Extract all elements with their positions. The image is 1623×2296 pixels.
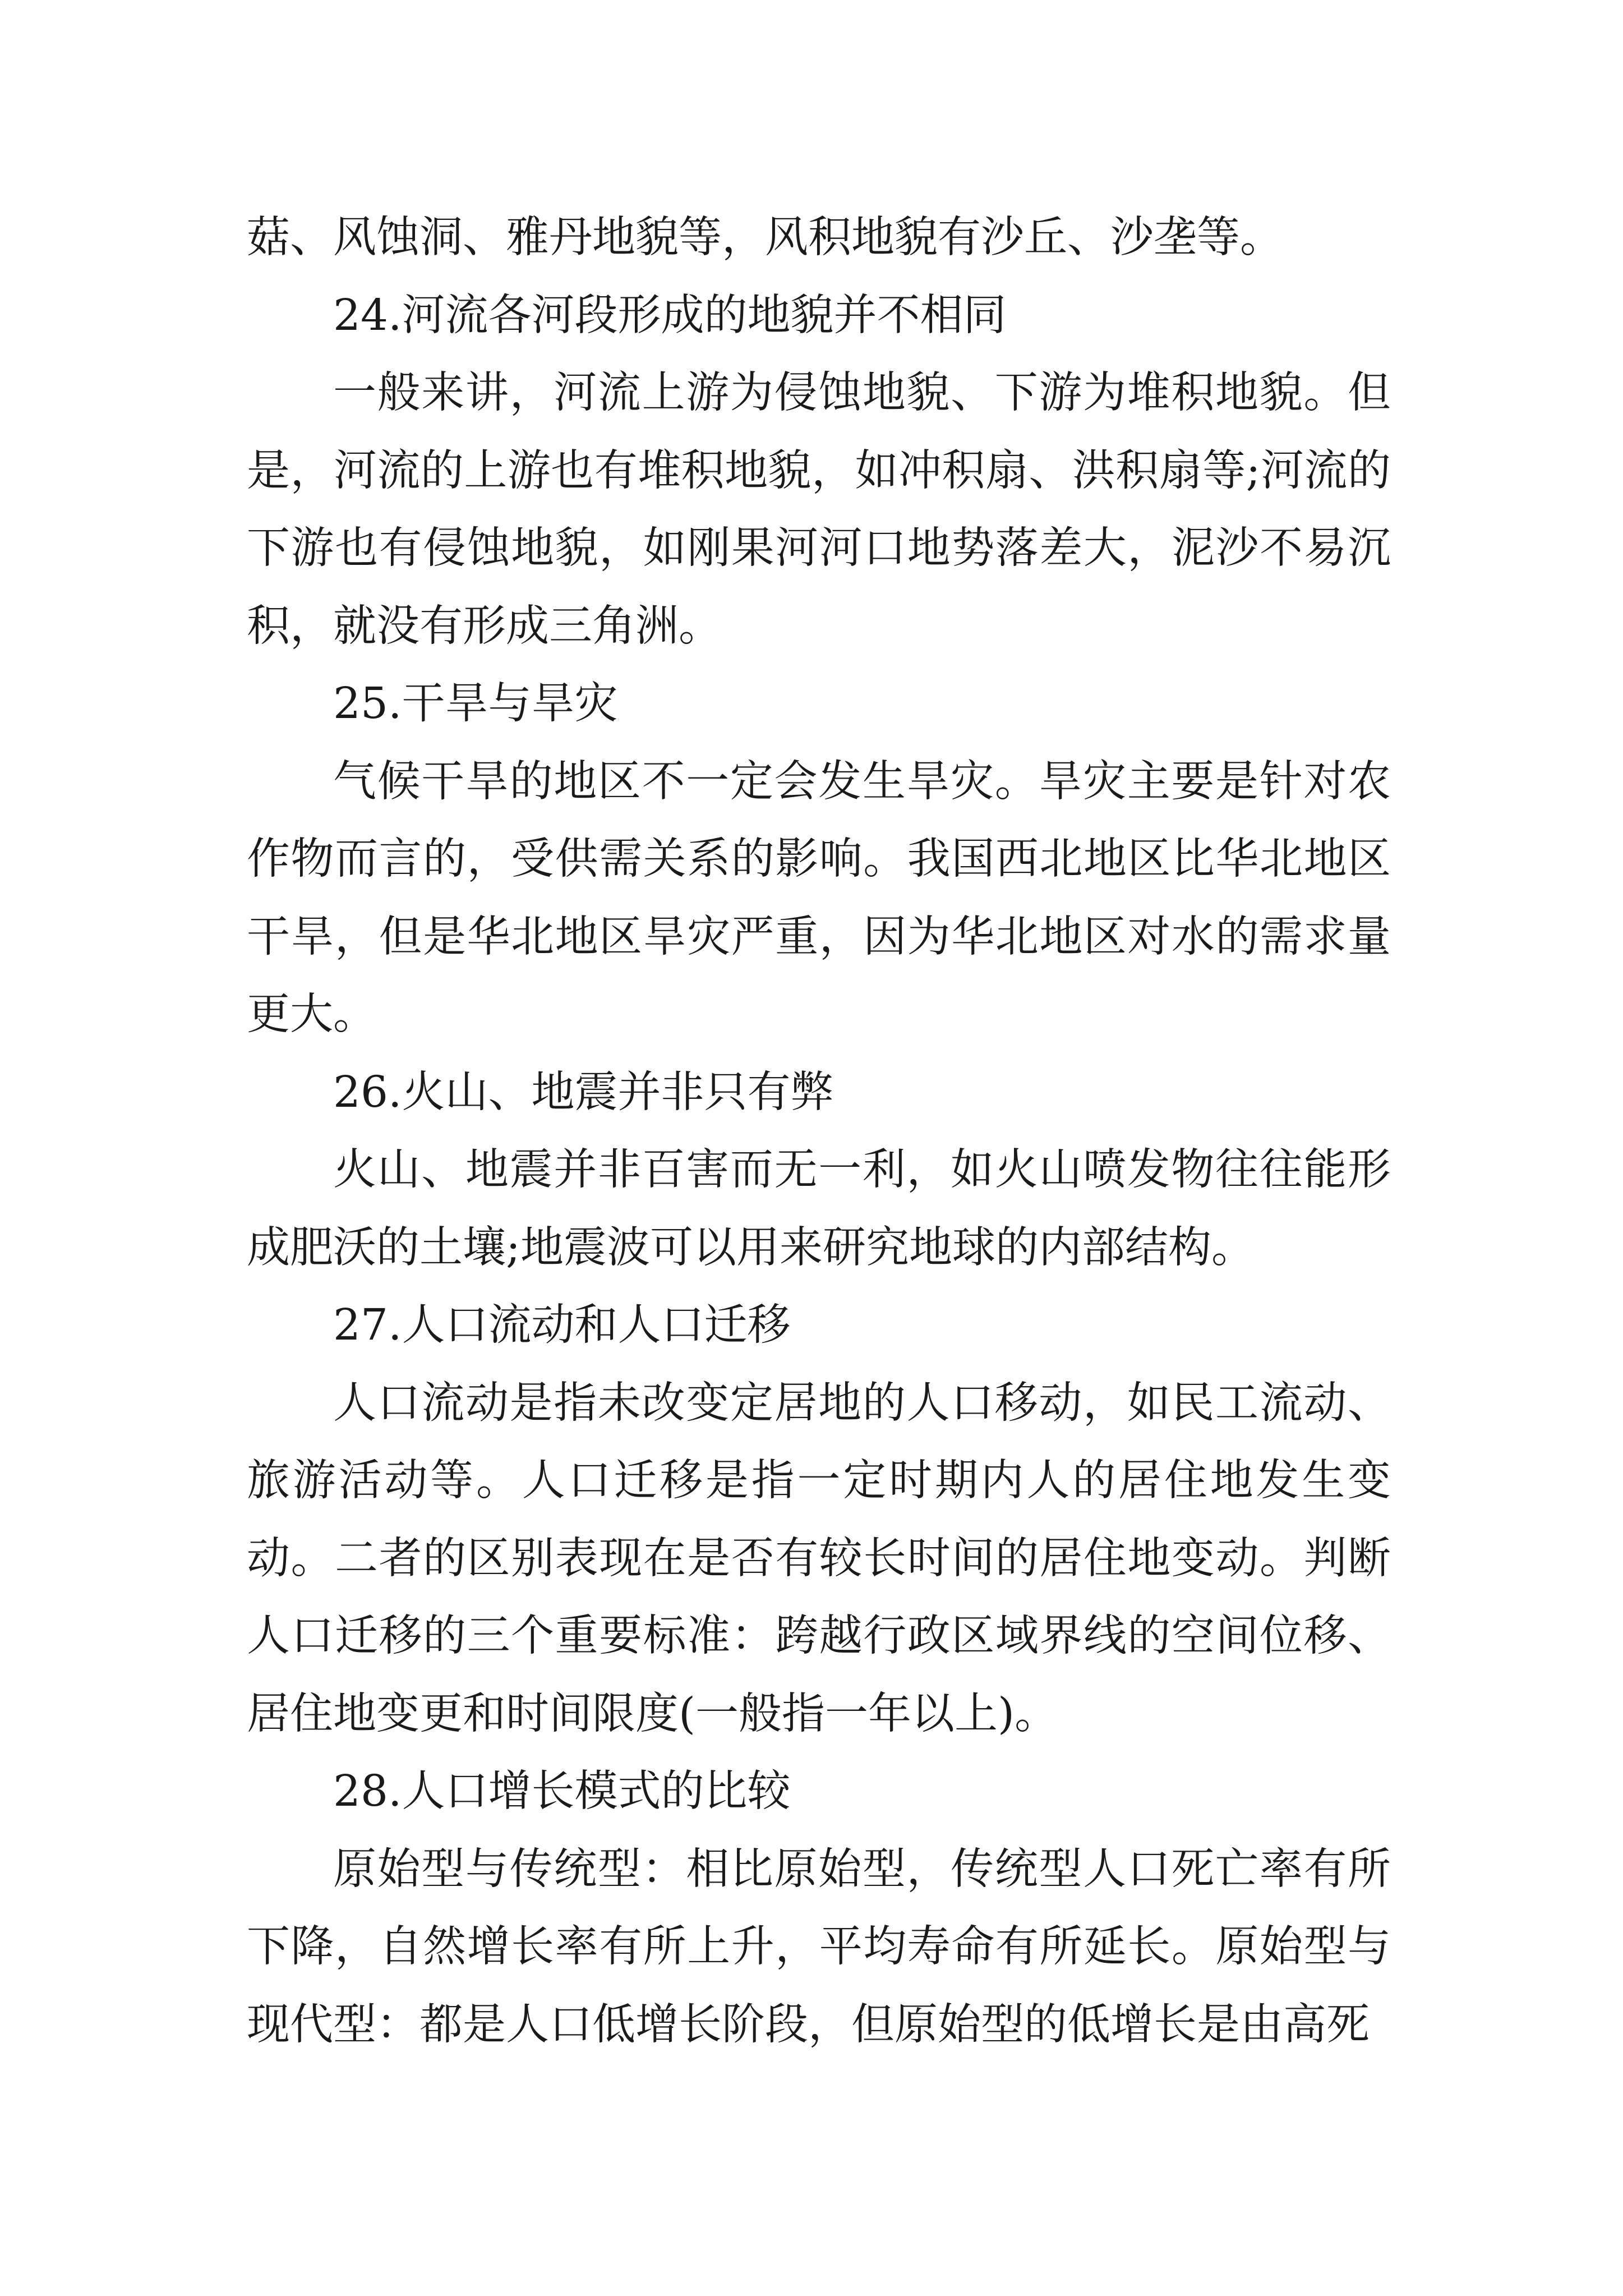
- paragraph-volcano-earthquake: 火山、地震并非百害而无一利，如火山喷发物往往能形成肥沃的土壤;地震波可以用来研究地球的内部结构。: [247, 1145, 1391, 1273]
- section-heading-25: 25.干旱与旱灾: [333, 679, 618, 729]
- document-page: [247, 199, 1391, 2064]
- paragraph-growth-models: 原始型与传统型：相比原始型，传统型人口死亡率有所下降，自然增长率有所上升，平均寿命有所延长。原始型与现代型：都是人口低增长阶段，但原始型的低增长是由高死: [247, 1844, 1391, 2050]
- section-heading-27: 27.人口流动和人口迁移: [333, 1300, 791, 1350]
- paragraph-river-landforms: 一般来讲，河流上游为侵蚀地貌、下游为堆积地貌。但是，河流的上游也有堆积地貌，如冲积扇、洪积扇等;河流的下游也有侵蚀地貌，如刚果河河口地势落差大，泥沙不易沉积，就没有形成三角洲。: [247, 368, 1391, 651]
- section-heading-28: 28.人口增长模式的比较: [333, 1766, 791, 1816]
- section-heading-26: 26.火山、地震并非只有弊: [333, 1067, 834, 1117]
- paragraph-population-movement: 人口流动是指未改变定居地的人口移动，如民工流动、旅游活动等。人口迁移是指一定时期内人的居住地发生变动。二者的区别表现在是否有较长时间的居住地变动。判断人口迁移的三个重要标准：跨越行政区域界线的空间位移、居住地变更和时间限度(一般指一年以上)。: [247, 1378, 1391, 1739]
- paragraph-continuation: 菇、风蚀洞、雅丹地貌等，风积地貌有沙丘、沙垄等。: [247, 213, 1283, 263]
- section-heading-24: 24.河流各河段形成的地貌并不相同: [333, 290, 1007, 341]
- paragraph-drought: 气候干旱的地区不一定会发生旱灾。旱灾主要是针对农作物而言的，受供需关系的影响。我国西北地区比华北地区干旱，但是华北地区旱灾严重，因为华北地区对水的需求量更大。: [247, 756, 1391, 1039]
